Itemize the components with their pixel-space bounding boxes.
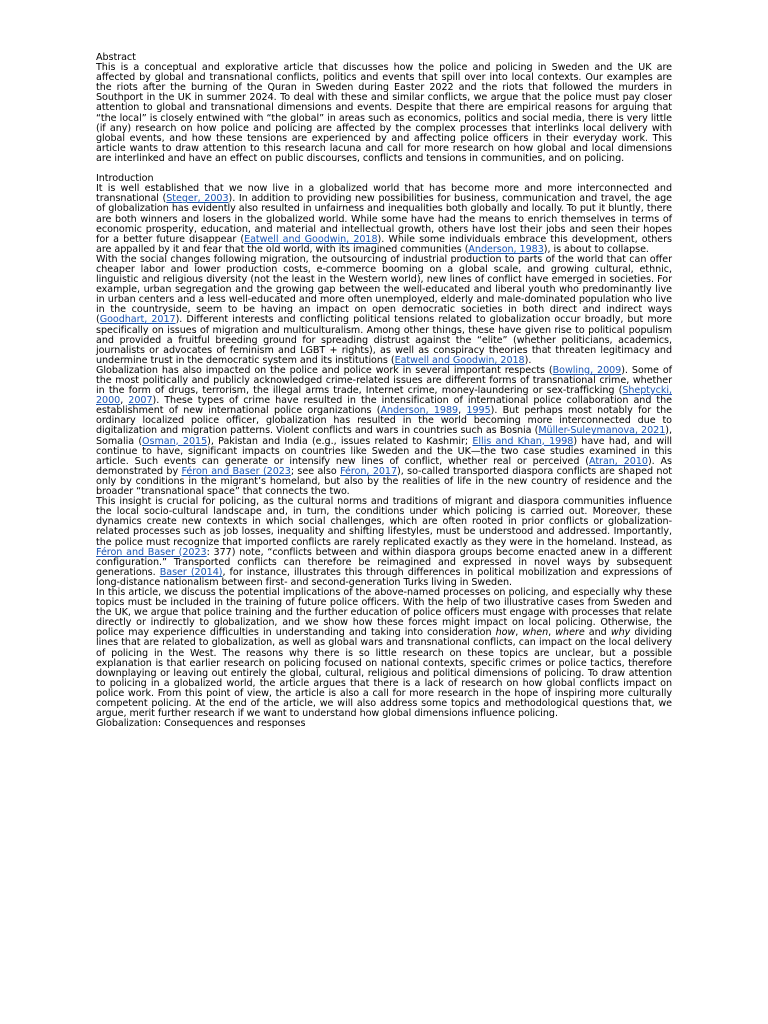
text-run: , xyxy=(515,627,523,639)
citation-link[interactable]: Atran, 2010 xyxy=(589,455,648,467)
emphasis-text: how xyxy=(495,627,516,639)
intro-paragraph-3 xyxy=(96,366,672,497)
section-spacer xyxy=(96,164,672,174)
text-run: ). Some of the most politically and publicly acknowledged crime-related issues are different forms of transnational crime, whether in the form of drugs, terrorism, the illegal arms trade, Internet crime, money-laundering or sex-trafficking ( xyxy=(96,364,672,397)
text-run: , xyxy=(458,405,467,417)
text-run: ). In addition to providing new possibilities for business, communication and travel, the age of globalization has evidently also resulted in unfairness and inequalities both globally and locally. To put it bluntly, there are both winners and losers in the globalized world. While some have had the means to enrich themselves in terms of economic prosperity, education, and material and intellectual growth, others have lost their jobs and seen their hopes for a better future disappear ( xyxy=(96,193,672,245)
citation-link[interactable]: Féron, 2017 xyxy=(340,465,398,477)
text-run: ). While some individuals embrace this development, others are appalled by it and fear that the old world, with its imagined communities ( xyxy=(96,233,672,255)
section-heading: Globalization: Consequences and responses xyxy=(96,718,306,730)
text-run: Globalization has also impacted on the police and police work in several important respects ( xyxy=(96,364,553,376)
citation-link[interactable]: 2007 xyxy=(128,395,153,407)
citation-link[interactable]: Sheptycki, 2000 xyxy=(96,385,672,407)
text-run: ) have had, and will continue to have, significant impacts on countries like Sweden and the UK—the two case studies examined in this article. Such events can generate or intensify new lines of conflict, whether real or perceived ( xyxy=(96,435,672,467)
text-run: , xyxy=(548,627,556,639)
abstract-paragraph: This is a conceptual and explorative article that discusses how the police and policing in Sweden and the UK are affected by global and transnational conflicts, politics and events that spill over into local contexts. Our examples are the riots after the burning of the Quran in Sweden during Easter 2022 and the riots that followed the murders in Southport in the UK in summer 2024. To deal with these and similar conflicts, we argue that the police must pay closer attention to global and transnational dimensions and events. Despite that there are empirical reasons for arguing that “the local” is closely entwined with “the global” in areas such as economics, politics and social media, there is very little (if any) research on how police and policing are affected by the complex processes that interlinks local delivery with global events, and how these tensions are experienced by and affecting police officers in their everyday work. This article wants to draw attention to this research lacuna and call for more research on how global and local dimensions are interlinked and have an effect on public discourses, conflicts and tensions in communities, and on policing. xyxy=(96,62,672,164)
text-run: ), so-called transported diaspora conflicts are shaped not only by conditions in the migrant’s homeland, but also by the realities of life in the new country of residence and the broader “transnational space” that connects the two. xyxy=(96,465,672,498)
emphasis-text: why xyxy=(610,627,631,639)
text-run: ). xyxy=(524,354,532,366)
abstract-heading: Abstract xyxy=(96,52,136,63)
text-run: ). As demonstrated by xyxy=(96,455,673,477)
citation-link[interactable]: Eatwell and Goodwin, 2018 xyxy=(394,354,525,366)
text-run: ), is about to collapse. xyxy=(543,243,649,255)
text-run: ). Different interests and conflicting political tensions related to globalization occur broadly, but more specifically on issues of migration and multiculturalism. Among other things, these have given rise to political populism and provided a fruitful breeding ground for spreading distrust against the “elite” (whether politicians, academics, journalists or advocates of feminism and LGBT + rights), as well as conspiracy theories that threaten legitimacy and undermine trust in the democratic system and its institutions ( xyxy=(96,314,672,366)
text-run: ). But perhaps most notably for the ordinary localized police officer, globalization has resulted in the world becoming more interconnected due to digitalization and migration patterns. Violent conflicts and wars in countries such as Bosnia ( xyxy=(96,405,672,437)
text-run: In this article, we discuss the potential implications of the above-named processes on policing, and especially why these topics must be included in the training of future police officers. With the help of two illustrative cases from Sweden and the UK, we argue that police training and the further education of police officers must engage with processes that relate directly or indirectly to globalization, and we show how these forces might impact on local policing. Otherwise, the police may experience difficulties in understanding and taking into consideration xyxy=(96,586,672,639)
text-run: , xyxy=(120,395,129,407)
text-run: , for instance, illustrates this through differences in political mobilization and expressions of long-distance nationalism between first- and second-generation Turks living in Sweden. xyxy=(96,566,672,588)
citation-link[interactable]: Anderson, 1983 xyxy=(468,243,544,255)
intro-paragraph-5 xyxy=(96,588,672,719)
citation-link[interactable]: Féron and Baser (2023 xyxy=(181,465,291,477)
intro-paragraph-1 xyxy=(96,184,672,255)
text-run: ), Somalia ( xyxy=(96,425,672,447)
text-run: This insight is crucial for policing, as the cultural norms and traditions of migrant and diaspora communities influence the local socio-cultural landscape and, in turn, the conditions under which policing is carried out. Moreover, these dynamics create new contexts in which social challenges, which are often rooted in prior conflicts or globalization-related processes such as job losses, inequality and shifting lifestyles, must be understood and addressed. Importantly, the police must recognize that imported conflicts are rarely replicated exactly as they were in the homeland. Instead, as xyxy=(96,496,672,548)
emphasis-text: when xyxy=(522,627,549,639)
introduction-heading: Introduction xyxy=(96,173,154,185)
citation-link[interactable]: Osman, 2015 xyxy=(142,435,208,447)
emphasis-text: where xyxy=(555,627,585,639)
intro-paragraph-4 xyxy=(96,497,672,588)
text-run: : 377) note, “conflicts between and within diaspora groups become enacted anew in a different configuration.” Transported conflicts can therefore be reimagined and expressed in novel ways by subsequent generations. xyxy=(96,546,672,578)
text-run: ), Pakistan and India (e.g., issues related to Kashmir; xyxy=(207,435,473,447)
text-run: With the social changes following migration, the outsourcing of industrial production to parts of the world that can offer cheaper labor and lower production costs, e-commerce booming on a global scale, and growing cultural, ethnic, linguistic and religious diversity (not the least in the Western world), new lines of conflict have emerged in societies. For example, urban segregation and the growing gap between the well-educated and liberal youth who predominantly live in urban centers and a less well-educated and more often unemployed, elderly and male-dominated population who live in the countryside, seem to be having an impact on open democratic societies in both direct and indirect ways ( xyxy=(96,253,672,326)
citation-link[interactable]: Féron and Baser (2023 xyxy=(96,546,207,558)
citation-link[interactable]: Goodhart, 2017 xyxy=(99,314,176,326)
text-run: ). These types of crime have resulted in the intensification of international police collaboration and the establishment of new international police organizations ( xyxy=(96,395,673,417)
text-run: ; see also xyxy=(290,465,341,477)
citation-link[interactable]: Eatwell and Goodwin, 2018 xyxy=(244,233,378,245)
text-run: It is well established that we now live in a globalized world that has become more and more interconnected and transnational ( xyxy=(96,183,672,205)
citation-link[interactable]: Baser (2014) xyxy=(159,566,223,578)
citation-link[interactable]: Ellis and Khan, 1998 xyxy=(472,435,574,447)
intro-paragraph-2 xyxy=(96,255,672,366)
text-run: dividing lines that are related to globalization, as well as global wars and transnational conflicts, can impact on the local delivery of policing in the West. The reasons why there is so little research on these topics are unclear, but a possible explanation is that earlier research on policing focused on national contexts, specific crimes or police tactics, therefore downplaying or leaving out entirely the global, cultural, religious and political dimensions of policing. To draw attention to policing in a globalized world, the article argues that there is a lack of research on how global conflicts impact on police work. From this point of view, the article is also a call for more research in the hope of inspiring more culturally competent policing. At the end of the article, we will also address some topics and methodological questions that, we argue, merit further research if we want to understand how global dimensions influence policing. xyxy=(96,627,673,720)
citation-link[interactable]: 1995 xyxy=(466,405,491,417)
citation-link[interactable]: Anderson, 1989 xyxy=(380,405,459,417)
citation-link[interactable]: Bowling, 2009 xyxy=(552,364,622,376)
citation-link[interactable]: Müller-Suleymanova, 2021 xyxy=(538,425,666,437)
article-text xyxy=(96,53,672,729)
citation-link[interactable]: Steger, 2003 xyxy=(166,193,229,205)
text-run: and xyxy=(584,627,611,639)
